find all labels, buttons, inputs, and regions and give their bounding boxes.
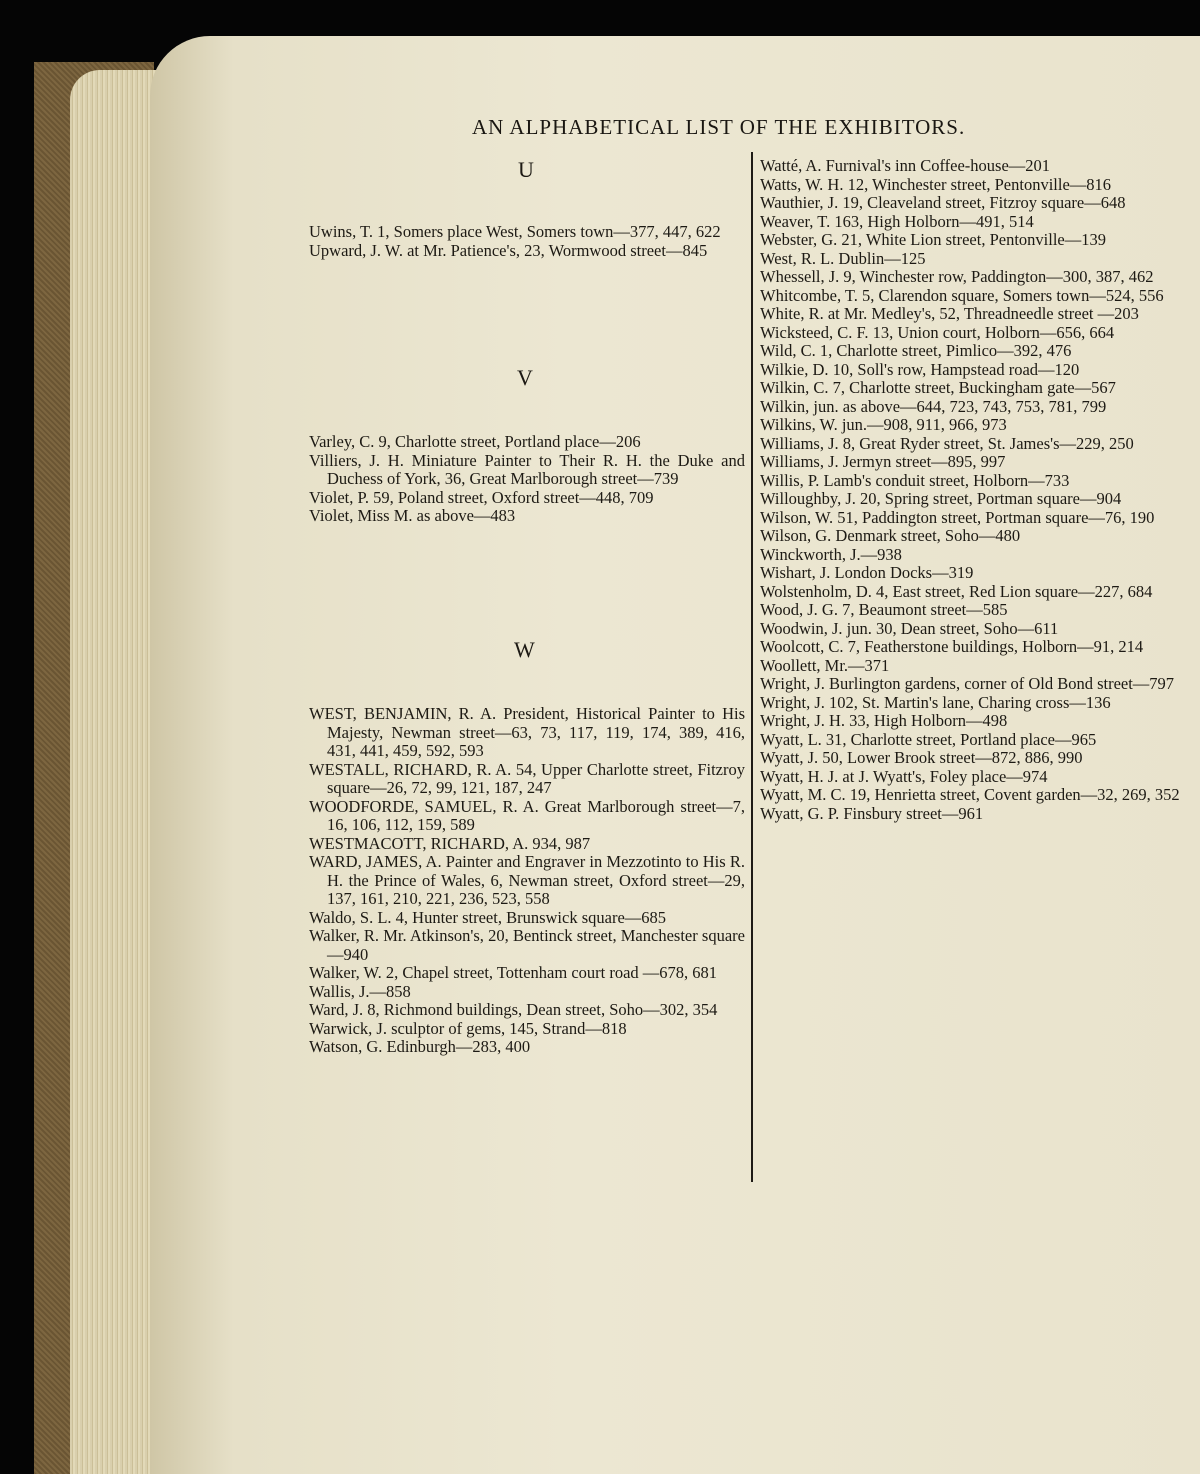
list-item: Wyatt, L. 31, Charlotte street, Portland place—965	[760, 729, 1097, 749]
list-item: Weaver, T. 163, High Holborn—491, 514	[760, 211, 1034, 231]
list-item: WESTALL, RICHARD, R. A. 54, Upper Charlotte street, Fitzroy square—26, 72, 99, 121, 187, 247	[309, 759, 745, 797]
page-title: AN ALPHABETICAL LIST OF THE EXHIBITORS.	[472, 115, 966, 139]
list-item: Uwins, T. 1, Somers place West, Somers town—377, 447, 622	[309, 222, 721, 241]
list-item: Walker, R. Mr. Atkinson's, 20, Bentinck street, Manchester square—940	[309, 926, 745, 964]
list-item: Wyatt, M. C. 19, Henrietta street, Covent garden—32, 269, 352	[760, 785, 1180, 804]
list-item: Waldo, S. L. 4, Hunter street, Brunswick square—685	[309, 907, 667, 927]
column-divider	[751, 152, 753, 1182]
list-item: Wolstenholm, D. 4, East street, Red Lion square—227, 684	[760, 581, 1153, 601]
section-w-continued-list	[760, 157, 1196, 823]
list-item: Wyatt, G. P. Finsbury street—961	[760, 803, 984, 823]
list-item: Williams, J. Jermyn street—895, 997	[760, 452, 1006, 471]
list-item: WESTMACOTT, RICHARD, A. 934, 987	[309, 833, 591, 853]
list-item: Watts, W. H. 12, Winchester street, Pentonville—816	[760, 174, 1112, 194]
list-item: Whitcombe, T. 5, Clarendon square, Somers town—524, 556	[760, 285, 1164, 305]
section-letter-v: V	[517, 365, 533, 390]
list-item: Wicksteed, C. F. 13, Union court, Holborn—656, 664	[760, 322, 1115, 342]
list-item: Warwick, J. sculptor of gems, 145, Strand—818	[309, 1018, 627, 1038]
list-item: Villiers, J. H. Miniature Painter to Their R. H. the Duke and Duchess of York, 36, Great Marlborough street—739	[309, 450, 745, 488]
list-item: Wishart, J. London Docks—319	[760, 563, 974, 582]
list-item: Wild, C. 1, Charlotte street, Pimlico—392, 476	[760, 341, 1072, 360]
section-v-list	[309, 433, 745, 526]
list-item: Woolcott, C. 7, Featherstone buildings, Holborn—91, 214	[760, 637, 1144, 656]
list-item: Webster, G. 21, White Lion street, Pentonville—139	[760, 230, 1106, 249]
list-item: Wright, J. 102, St. Martin's lane, Charing cross—136	[760, 692, 1111, 712]
list-item: Wilkin, jun. as above—644, 723, 743, 753, 781, 799	[760, 396, 1107, 416]
list-item: Wauthier, J. 19, Cleaveland street, Fitzroy square—648	[760, 193, 1126, 212]
list-item: Wright, J. Burlington gardens, corner of Old Bond street—797	[760, 674, 1175, 693]
list-item: Winckworth, J.—938	[760, 544, 902, 564]
list-item: WEST, BENJAMIN, R. A. President, Historical Painter to His Majesty, Newman street—63, 73, 117, 119, 174, 389, 416, 431, 441, 459, 592, 593	[309, 704, 745, 760]
list-item: Whessell, J. 9, Winchester row, Paddington—300, 387, 462	[760, 267, 1154, 286]
list-item: Walker, W. 2, Chapel street, Tottenham court road —678, 681	[309, 963, 718, 982]
list-item: Wyatt, H. J. at J. Wyatt's, Foley place—974	[760, 766, 1048, 786]
list-item: Wyatt, J. 50, Lower Brook street—872, 886, 990	[760, 748, 1083, 767]
list-item: Violet, P. 59, Poland street, Oxford street—448, 709	[309, 487, 654, 507]
list-item: Watson, G. Edinburgh—283, 400	[309, 1037, 531, 1056]
list-item: WARD, JAMES, A. Painter and Engraver in Mezzotinto to His R. H. the Prince of Wales, 6, Newman street, Oxford street—29, 137, 161, 210, 221, 236, 523, 558	[309, 852, 745, 908]
list-item: Watté, A. Furnival's inn Coffee-house—201	[760, 156, 1051, 175]
section-u-list	[309, 223, 745, 260]
list-item: West, R. L. Dublin—125	[760, 248, 926, 268]
list-item: Wood, J. G. 7, Beaumont street—585	[760, 600, 1008, 619]
list-item: Williams, J. 8, Great Ryder street, St. James's—229, 250	[760, 433, 1134, 453]
section-letter-u: U	[518, 157, 534, 182]
list-item: Ward, J. 8, Richmond buildings, Dean street, Soho—302, 354	[309, 1000, 718, 1019]
list-item: Woodwin, J. jun. 30, Dean street, Soho—611	[760, 618, 1059, 638]
section-w-list	[309, 705, 745, 1057]
list-item: Wilkin, C. 7, Charlotte street, Buckingham gate—567	[760, 378, 1116, 397]
list-item: White, R. at Mr. Medley's, 52, Threadneedle street —203	[760, 304, 1139, 323]
list-item: Wilson, G. Denmark street, Soho—480	[760, 526, 1021, 545]
list-item: Wright, J. H. 33, High Holborn—498	[760, 711, 1008, 730]
list-item: Woollett, Mr.—371	[760, 655, 890, 675]
list-item: Wilkins, W. jun.—908, 911, 966, 973	[760, 415, 1007, 434]
list-item: Wallis, J.—858	[309, 981, 411, 1001]
list-item: Willis, P. Lamb's conduit street, Holborn—733	[760, 470, 1070, 490]
list-item: Varley, C. 9, Charlotte street, Portland place—206	[309, 432, 641, 451]
section-letter-w: W	[514, 637, 535, 662]
list-item: WOODFORDE, SAMUEL, R. A. Great Marlborough street—7, 16, 106, 112, 159, 589	[309, 796, 745, 834]
list-item: Wilkie, D. 10, Soll's row, Hampstead road—120	[760, 359, 1080, 379]
list-item: Upward, J. W. at Mr. Patience's, 23, Wormwood street—845	[309, 240, 708, 260]
list-item: Willoughby, J. 20, Spring street, Portman square—904	[760, 489, 1122, 508]
list-item: Violet, Miss M. as above—483	[309, 506, 516, 525]
list-item: Wilson, W. 51, Paddington street, Portman square—76, 190	[760, 507, 1155, 527]
